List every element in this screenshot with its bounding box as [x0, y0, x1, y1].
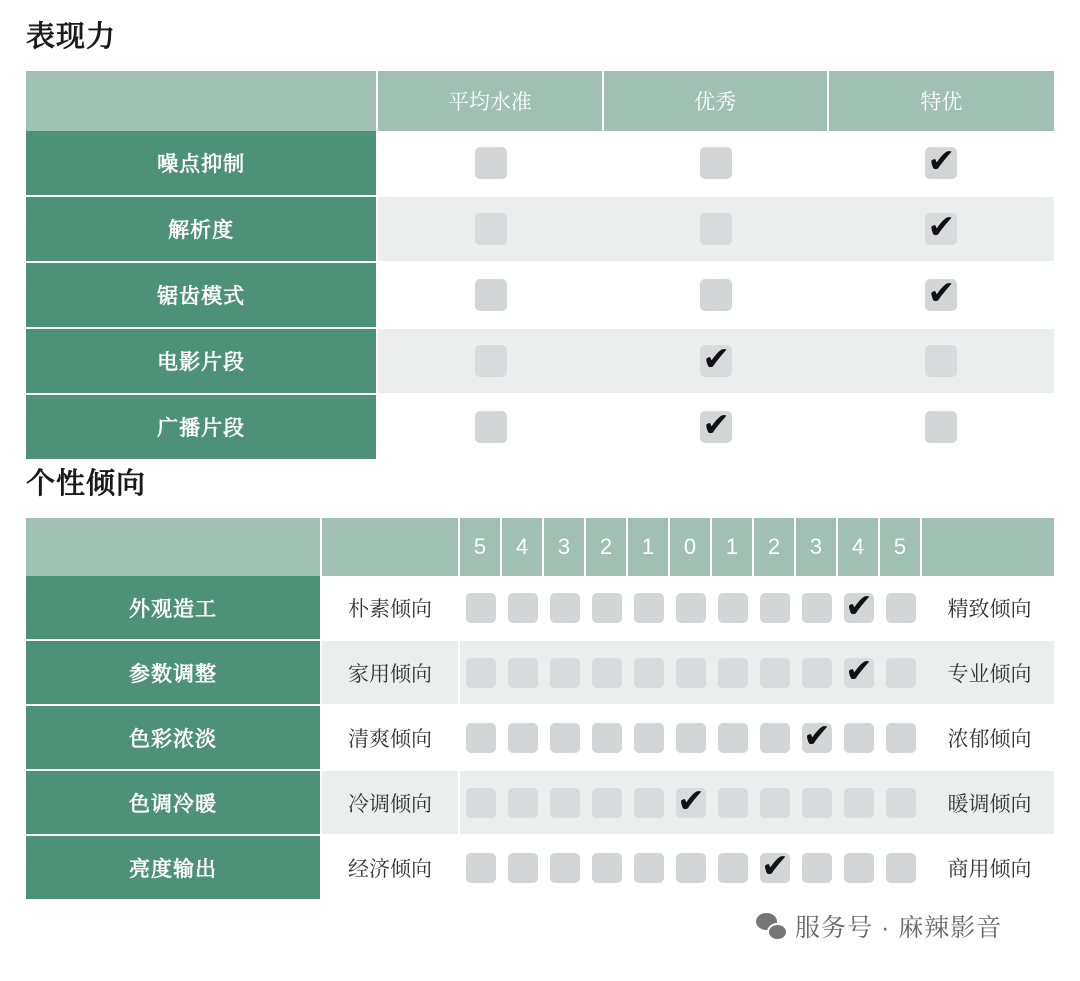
check-icon: ✔: [927, 272, 956, 312]
watermark-text: 服务号 · 麻辣影音: [795, 914, 1003, 942]
checkbox-cell[interactable]: [754, 576, 796, 641]
checkbox-empty[interactable]: [634, 788, 664, 818]
header-average: 平均水准: [378, 71, 603, 131]
checkbox-cell[interactable]: [670, 706, 712, 771]
table-row: [26, 263, 1054, 329]
checkbox-empty[interactable]: [475, 147, 507, 179]
checkbox-empty[interactable]: [802, 853, 832, 883]
checkbox-checked[interactable]: [802, 715, 832, 755]
checkbox-empty[interactable]: [802, 658, 832, 688]
table-row: [26, 329, 1054, 395]
checkbox-cell[interactable]: [460, 836, 502, 901]
checkbox-empty[interactable]: [718, 723, 748, 753]
row-right-term: 专业倾向: [922, 641, 1054, 706]
table-row: [26, 395, 1054, 461]
checkbox-cell[interactable]: [838, 836, 880, 901]
checkbox-cell[interactable]: [502, 576, 544, 641]
checkbox-empty[interactable]: [550, 658, 580, 688]
checkbox-cell[interactable]: [880, 641, 922, 706]
checkbox-empty[interactable]: [475, 213, 507, 245]
checkbox-cell[interactable]: [754, 771, 796, 836]
checkbox-cell[interactable]: [838, 706, 880, 771]
checkbox-cell[interactable]: [712, 706, 754, 771]
checkbox-empty[interactable]: [700, 279, 732, 311]
check-icon: ✔: [845, 650, 873, 690]
row-left-term: 冷调倾向: [322, 771, 460, 836]
checkbox-empty[interactable]: [475, 279, 507, 311]
header-excellent: 特优: [829, 71, 1054, 131]
checkbox-empty[interactable]: [676, 593, 706, 623]
checkbox-cell[interactable]: [754, 836, 796, 901]
checkbox-cell[interactable]: [604, 395, 829, 461]
table-row: [26, 131, 1054, 197]
checkbox-empty[interactable]: [802, 593, 832, 623]
row-label: 解析度: [26, 197, 378, 263]
checkbox-cell[interactable]: [460, 771, 502, 836]
tendency-header-row: [26, 518, 1054, 576]
checkbox-cell[interactable]: [838, 641, 880, 706]
watermark: [756, 908, 1002, 944]
checkbox-empty[interactable]: [886, 788, 916, 818]
table-row: [26, 641, 1054, 706]
checkbox-cell[interactable]: [628, 641, 670, 706]
row-right-term: 商用倾向: [922, 836, 1054, 901]
row-label: 广播片段: [26, 395, 378, 461]
row-label: 色彩浓淡: [26, 706, 322, 771]
checkbox-cell[interactable]: [586, 641, 628, 706]
checkbox-empty[interactable]: [475, 345, 507, 377]
checkbox-empty[interactable]: [466, 658, 496, 688]
check-icon: ✔: [927, 140, 956, 180]
checkbox-empty[interactable]: [925, 411, 957, 443]
checkbox-empty[interactable]: [466, 593, 496, 623]
checkbox-cell[interactable]: [544, 771, 586, 836]
tendency-table-body: [26, 576, 1054, 901]
scale-header-1: 4: [502, 518, 544, 576]
checkbox-empty[interactable]: [925, 345, 957, 377]
checkbox-empty[interactable]: [634, 658, 664, 688]
checkbox-empty[interactable]: [508, 723, 538, 753]
checkbox-cell[interactable]: [628, 771, 670, 836]
checkbox-empty[interactable]: [676, 658, 706, 688]
row-label: 锯齿模式: [26, 263, 378, 329]
checkbox-empty[interactable]: [700, 213, 732, 245]
checkbox-cell[interactable]: [460, 576, 502, 641]
scale-header-2: 3: [544, 518, 586, 576]
header-good: 优秀: [604, 71, 829, 131]
checkbox-cell[interactable]: [670, 771, 712, 836]
checkbox-cell[interactable]: [604, 131, 829, 197]
row-left-term: 清爽倾向: [322, 706, 460, 771]
checkbox-cell[interactable]: [880, 576, 922, 641]
check-icon: ✔: [702, 404, 730, 444]
tendency-table: [26, 518, 1054, 901]
checkbox-checked[interactable]: [844, 585, 874, 625]
checkbox-empty[interactable]: [508, 658, 538, 688]
checkbox-empty[interactable]: [700, 147, 732, 179]
checkbox-cell[interactable]: [880, 706, 922, 771]
checkbox-cell[interactable]: [586, 576, 628, 641]
checkbox-empty[interactable]: [718, 658, 748, 688]
checkbox-cell[interactable]: [670, 836, 712, 901]
row-right-term: 暖调倾向: [922, 771, 1054, 836]
checkbox-cell[interactable]: [586, 771, 628, 836]
checkbox-cell[interactable]: [796, 576, 838, 641]
row-label: 噪点抑制: [26, 131, 378, 197]
checkbox-empty[interactable]: [550, 788, 580, 818]
checkbox-cell[interactable]: [838, 771, 880, 836]
scale-header-0: 5: [460, 518, 502, 576]
row-label: 亮度输出: [26, 836, 322, 901]
checkbox-empty[interactable]: [676, 723, 706, 753]
checkbox-empty[interactable]: [508, 788, 538, 818]
check-icon: ✔: [761, 845, 789, 885]
table-row: [26, 197, 1054, 263]
checkbox-cell[interactable]: [604, 329, 829, 395]
checkbox-empty[interactable]: [550, 853, 580, 883]
checkbox-cell[interactable]: [670, 576, 712, 641]
checkbox-checked[interactable]: [676, 780, 706, 820]
checkbox-empty[interactable]: [844, 853, 874, 883]
checkbox-cell[interactable]: [880, 771, 922, 836]
checkbox-cell[interactable]: [544, 706, 586, 771]
row-label: 色调冷暖: [26, 771, 322, 836]
checkbox-empty[interactable]: [592, 658, 622, 688]
header-left-term: [322, 518, 460, 576]
header-corner-left: [26, 518, 322, 576]
checkbox-empty[interactable]: [466, 853, 496, 883]
wechat-icon: [756, 913, 786, 939]
checkbox-empty[interactable]: [718, 788, 748, 818]
checkbox-empty[interactable]: [592, 853, 622, 883]
checkbox-cell[interactable]: [829, 395, 1054, 461]
performance-table-body: [26, 131, 1054, 461]
table-row: [26, 771, 1054, 836]
checkbox-empty[interactable]: [466, 788, 496, 818]
checkbox-empty[interactable]: [466, 723, 496, 753]
checkbox-cell[interactable]: [628, 576, 670, 641]
table-row: [26, 576, 1054, 641]
checkbox-cell[interactable]: [604, 197, 829, 263]
row-right-term: 精致倾向: [922, 576, 1054, 641]
checkbox-cell[interactable]: [628, 836, 670, 901]
checkbox-empty[interactable]: [475, 411, 507, 443]
row-left-term: 家用倾向: [322, 641, 460, 706]
checkbox-empty[interactable]: [760, 658, 790, 688]
checkbox-cell[interactable]: [502, 771, 544, 836]
check-icon: ✔: [927, 206, 956, 246]
checkbox-cell[interactable]: [378, 395, 603, 461]
table-row: [26, 706, 1054, 771]
check-icon: ✔: [845, 585, 873, 625]
checkbox-cell[interactable]: [378, 329, 603, 395]
checkbox-cell[interactable]: [829, 263, 1054, 329]
checkbox-empty[interactable]: [592, 723, 622, 753]
checkbox-checked[interactable]: [844, 650, 874, 690]
checkbox-empty[interactable]: [886, 658, 916, 688]
checkbox-empty[interactable]: [592, 788, 622, 818]
checkbox-checked[interactable]: [760, 845, 790, 885]
checkbox-cell[interactable]: [829, 329, 1054, 395]
checkbox-cell[interactable]: [628, 706, 670, 771]
checkbox-cell[interactable]: [544, 576, 586, 641]
checkbox-cell[interactable]: [712, 641, 754, 706]
scale-header-6: 1: [712, 518, 754, 576]
scale-header-5: 0: [670, 518, 712, 576]
header-corner: [26, 71, 378, 131]
checkbox-cell[interactable]: [502, 641, 544, 706]
checkbox-empty[interactable]: [718, 853, 748, 883]
checkbox-cell[interactable]: [754, 641, 796, 706]
checkbox-cell[interactable]: [378, 263, 603, 329]
checkbox-cell[interactable]: [712, 576, 754, 641]
checkbox-checked[interactable]: [925, 140, 957, 180]
checkbox-empty[interactable]: [718, 593, 748, 623]
checkbox-empty[interactable]: [634, 593, 664, 623]
checkbox-empty[interactable]: [508, 853, 538, 883]
row-label: 电影片段: [26, 329, 378, 395]
checkbox-empty[interactable]: [550, 593, 580, 623]
checkbox-cell[interactable]: [586, 706, 628, 771]
checkbox-cell[interactable]: [754, 706, 796, 771]
scale-header-9: 4: [838, 518, 880, 576]
header-right-term: [922, 518, 1054, 576]
checkbox-cell[interactable]: [502, 706, 544, 771]
checkbox-empty[interactable]: [844, 788, 874, 818]
checkbox-cell[interactable]: [712, 771, 754, 836]
checkbox-checked[interactable]: [925, 272, 957, 312]
checkbox-cell[interactable]: [544, 836, 586, 901]
checkbox-empty[interactable]: [592, 593, 622, 623]
checkbox-empty[interactable]: [760, 788, 790, 818]
checkbox-cell[interactable]: [378, 197, 603, 263]
performance-table: [26, 71, 1054, 461]
checkbox-cell[interactable]: [838, 576, 880, 641]
checkbox-cell[interactable]: [829, 131, 1054, 197]
checkbox-cell[interactable]: [670, 641, 712, 706]
scale-header-7: 2: [754, 518, 796, 576]
checkbox-cell[interactable]: [586, 836, 628, 901]
checkbox-checked[interactable]: [700, 338, 732, 378]
page-title-tendency: 个性倾向: [26, 468, 147, 500]
checkbox-empty[interactable]: [550, 723, 580, 753]
checkbox-empty[interactable]: [760, 593, 790, 623]
check-icon: ✔: [702, 338, 730, 378]
scale-header-10: 5: [880, 518, 922, 576]
checkbox-empty[interactable]: [886, 593, 916, 623]
checkbox-cell[interactable]: [880, 836, 922, 901]
row-left-term: 朴素倾向: [322, 576, 460, 641]
checkbox-cell[interactable]: [712, 836, 754, 901]
checkbox-cell[interactable]: [604, 263, 829, 329]
checkbox-empty[interactable]: [676, 853, 706, 883]
checkbox-cell[interactable]: [460, 641, 502, 706]
row-label: 参数调整: [26, 641, 322, 706]
checkbox-empty[interactable]: [886, 723, 916, 753]
scale-header-3: 2: [586, 518, 628, 576]
checkbox-cell[interactable]: [502, 836, 544, 901]
checkbox-empty[interactable]: [634, 853, 664, 883]
checkbox-cell[interactable]: [460, 706, 502, 771]
scale-header-8: 3: [796, 518, 838, 576]
checkbox-checked[interactable]: [700, 404, 732, 444]
scale-header-4: 1: [628, 518, 670, 576]
checkbox-cell[interactable]: [796, 771, 838, 836]
checkbox-cell[interactable]: [796, 706, 838, 771]
checkbox-checked[interactable]: [925, 206, 957, 246]
page-title-performance: 表现力: [26, 21, 117, 53]
row-right-term: 浓郁倾向: [922, 706, 1054, 771]
checkbox-cell[interactable]: [829, 197, 1054, 263]
table-row: [26, 836, 1054, 901]
checkbox-empty[interactable]: [802, 788, 832, 818]
checkbox-cell[interactable]: [796, 641, 838, 706]
table-header-row: [26, 71, 1054, 131]
checkbox-cell[interactable]: [796, 836, 838, 901]
checkbox-cell[interactable]: [378, 131, 603, 197]
checkbox-empty[interactable]: [508, 593, 538, 623]
row-left-term: 经济倾向: [322, 836, 460, 901]
check-icon: ✔: [803, 715, 831, 755]
checkbox-cell[interactable]: [544, 641, 586, 706]
checkbox-empty[interactable]: [760, 723, 790, 753]
checkbox-empty[interactable]: [886, 853, 916, 883]
checkbox-empty[interactable]: [634, 723, 664, 753]
row-label: 外观造工: [26, 576, 322, 641]
checkbox-empty[interactable]: [844, 723, 874, 753]
check-icon: ✔: [677, 780, 705, 820]
